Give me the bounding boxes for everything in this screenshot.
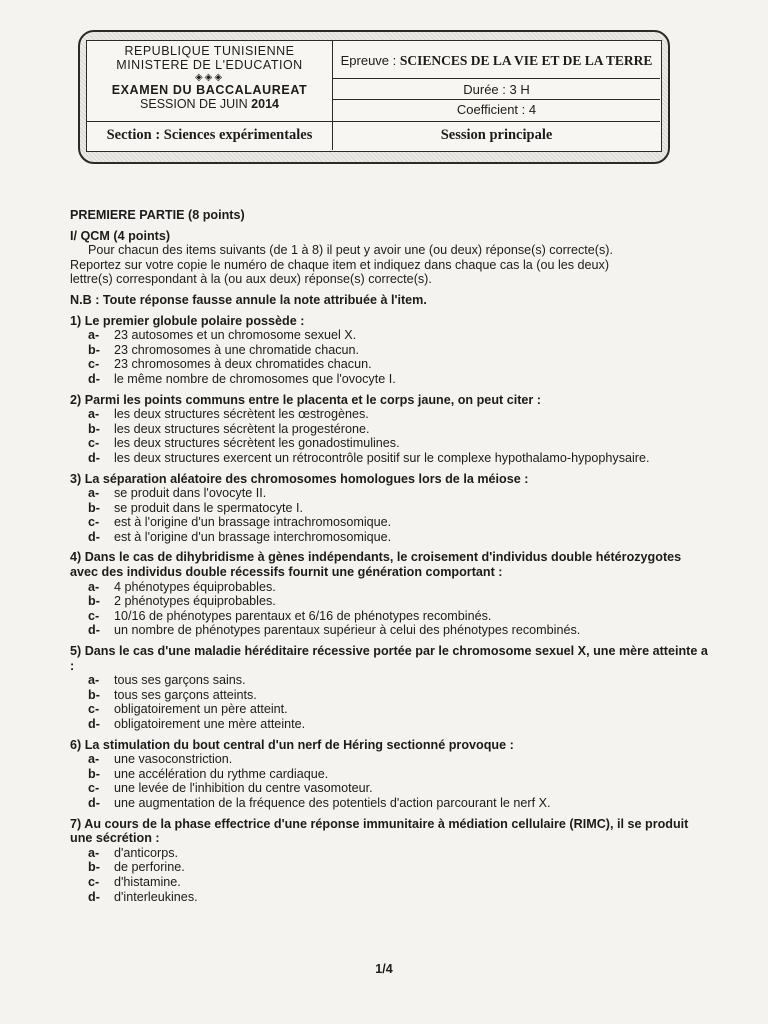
option-text: le même nombre de chromosomes que l'ovocyte I. (114, 371, 396, 386)
answer-option (70, 781, 710, 796)
option-text: est à l'origine d'un brassage intrachromosomique. (114, 515, 392, 530)
part-title: PREMIERE PARTIE (8 points) (70, 208, 245, 222)
option-text: se produit dans le spermatocyte I. (114, 500, 304, 515)
option-letter: d- (88, 450, 100, 465)
answer-option (70, 372, 710, 387)
option-letter: a- (88, 579, 100, 594)
answer-option (70, 501, 710, 516)
coefficient: Coefficient : 4 (456, 102, 537, 117)
option-letter: c- (88, 874, 100, 889)
answer-option (70, 673, 710, 688)
answer-option (70, 702, 710, 717)
answer-options (70, 328, 710, 386)
option-text: obligatoirement un père atteint. (114, 702, 288, 717)
diamond-ornament-icon: ◈◈◈ (194, 72, 225, 83)
duration: Durée : 3 H (333, 79, 660, 100)
question-item (70, 644, 710, 732)
answer-option (70, 767, 710, 782)
option-text: tous ses garçons atteints. (114, 687, 257, 702)
answer-option (70, 328, 710, 343)
exam-content (70, 208, 710, 904)
option-letter: c- (88, 781, 100, 796)
question-text: 2) Parmi les points communs entre le placenta et le corps jaune, on peut citer : (70, 392, 541, 407)
answer-option (70, 530, 710, 545)
option-letter: b- (88, 766, 100, 781)
option-text: un nombre de phénotypes parentaux supérieur à celui des phénotypes recombinés. (114, 623, 581, 638)
question-text: 6) La stimulation du bout central d'un nerf de Héring sectionné provoque : (70, 737, 514, 752)
subject-label: Epreuve : (340, 53, 397, 68)
question-text: 3) La séparation aléatoire des chromosomes homologues lors de la méiose : (70, 471, 529, 486)
option-letter: c- (88, 608, 100, 623)
question-text: 7) Au cours de la phase effectrice d'une réponse immunitaire à médiation cellulaire (RIMC), il se produit une sécrétion : (70, 816, 689, 846)
question-item (70, 314, 710, 387)
option-text: se produit dans l'ovocyte II. (114, 486, 267, 501)
question-text: 4) Dans le cas de dihybridisme à gènes indépendants, le croisement d'individus double hétérozygotes avec des individus double récessifs fournit une génération comportant : (70, 550, 682, 580)
question-item (70, 472, 710, 545)
answer-option (70, 623, 710, 638)
option-letter: a- (88, 486, 100, 501)
answer-option (70, 451, 710, 466)
instructions (70, 243, 710, 287)
option-text: les deux structures sécrètent la progestérone. (114, 421, 370, 436)
answer-options (70, 752, 710, 810)
answer-option (70, 796, 710, 811)
answer-option (70, 594, 710, 609)
question-item (70, 550, 710, 638)
option-letter: b- (88, 594, 100, 609)
answer-option (70, 407, 710, 422)
option-letter: d- (88, 529, 100, 544)
session-prefix: SESSION DE JUIN (140, 97, 248, 111)
option-letter: d- (88, 371, 100, 386)
header-subject-info (333, 41, 660, 121)
answer-options (70, 846, 710, 904)
instruction-line: Reportez sur votre copie le numéro de chaque item et indiquez dans chaque cas la (ou les deux) (70, 257, 610, 272)
option-letter: a- (88, 752, 100, 767)
option-text: d'interleukines. (114, 889, 198, 904)
option-letter: d- (88, 889, 100, 904)
ministry-name: MINISTERE DE L'EDUCATION (116, 58, 303, 72)
header-bottom-row (87, 121, 660, 151)
answer-options (70, 580, 710, 638)
answer-option (70, 609, 710, 624)
option-text: obligatoirement une mère atteinte. (114, 717, 306, 731)
subject-name: SCIENCES DE LA VIE ET DE LA TERRE (399, 53, 653, 68)
option-letter: a- (88, 673, 100, 688)
exam-header (86, 40, 662, 152)
option-text: 2 phénotypes équiprobables. (114, 594, 276, 609)
option-text: les deux structures sécrètent les œstrogènes. (114, 407, 369, 422)
option-letter: b- (88, 342, 100, 357)
option-text: 23 chromosomes à une chromatide chacun. (114, 342, 360, 357)
answer-options (70, 486, 710, 544)
answer-options (70, 673, 710, 731)
option-text: 10/16 de phénotypes parentaux et 6/16 de phénotypes recombinés. (114, 608, 492, 623)
option-letter: d- (88, 795, 100, 810)
option-text: est à l'origine d'un brassage interchromosomique. (114, 529, 392, 544)
option-text: une augmentation de la fréquence des potentiels d'action parcourant le nerf X. (114, 795, 551, 810)
session-type: Session principale (440, 127, 553, 143)
answer-option (70, 890, 710, 905)
option-text: 23 autosomes et un chromosome sexuel X. (114, 328, 357, 343)
answer-option (70, 875, 710, 890)
answer-option (70, 717, 710, 732)
answer-option (70, 752, 710, 767)
country-name: REPUBLIQUE TUNISIENNE (124, 44, 295, 58)
instruction-line: Pour chacun des items suivants (de 1 à 8) il peut y avoir une (ou deux) réponse(s) correcte(s). (88, 243, 613, 258)
option-letter: c- (88, 357, 100, 372)
exam-name: EXAMEN DU BACCALAUREAT (111, 83, 308, 97)
question-text: 5) Dans le cas d'une maladie héréditaire récessive portée par le chromosome sexuel X, une mère atteinte a : (70, 644, 708, 673)
question-item (70, 738, 710, 811)
qcm-title: I/ QCM (4 points) (70, 228, 171, 243)
option-text: 23 chromosomes à deux chromatides chacun. (114, 357, 372, 372)
answer-option (70, 688, 710, 703)
question-text: 1) Le premier globule polaire possède : (70, 313, 305, 328)
option-text: une vasoconstriction. (114, 752, 233, 767)
answer-option (70, 436, 710, 451)
page-number: 1/4 (375, 962, 393, 976)
answer-options (70, 407, 710, 465)
option-letter: d- (88, 623, 100, 638)
option-text: de perforine. (114, 860, 185, 875)
option-text: d'histamine. (114, 874, 181, 889)
answer-option (70, 860, 710, 875)
question-item (70, 817, 710, 905)
option-letter: a- (88, 845, 100, 860)
answer-option (70, 357, 710, 372)
option-text: 4 phénotypes équiprobables. (114, 579, 276, 594)
question-list (70, 314, 710, 905)
session-year: 2014 (251, 97, 279, 111)
note-warning: N.B : Toute réponse fausse annule la note attribuée à l'item. (70, 292, 427, 307)
option-letter: a- (88, 328, 100, 343)
option-letter: b- (88, 421, 100, 436)
exam-session (87, 97, 332, 111)
option-text: d'anticorps. (114, 845, 179, 860)
option-letter: c- (88, 702, 100, 717)
question-item (70, 393, 710, 466)
answer-option (70, 422, 710, 437)
answer-option (70, 343, 710, 358)
answer-option (70, 515, 710, 530)
instruction-line: lettre(s) correspondant à la (ou aux deux) réponse(s) correcte(s). (70, 272, 432, 287)
option-text: une levée de l'inhibition du centre vasomoteur. (114, 781, 373, 796)
option-letter: d- (88, 717, 100, 731)
option-letter: c- (88, 436, 100, 451)
header-institution (87, 41, 333, 121)
option-text: les deux structures sécrètent les gonadostimulines. (114, 436, 400, 451)
section-name: Section : Sciences expérimentales (87, 122, 333, 150)
answer-option (70, 486, 710, 501)
option-letter: c- (88, 515, 100, 530)
option-letter: b- (88, 687, 100, 702)
option-letter: b- (88, 860, 100, 875)
subject-row (333, 41, 660, 79)
option-text: une accélération du rythme cardiaque. (114, 766, 329, 781)
option-letter: b- (88, 500, 100, 515)
answer-option (70, 580, 710, 595)
option-letter: a- (88, 407, 100, 422)
option-text: les deux structures exercent un rétrocontrôle positif sur le complexe hypothalamo-hypophysaire. (114, 450, 650, 465)
option-text: tous ses garçons sains. (114, 673, 246, 688)
answer-option (70, 846, 710, 861)
